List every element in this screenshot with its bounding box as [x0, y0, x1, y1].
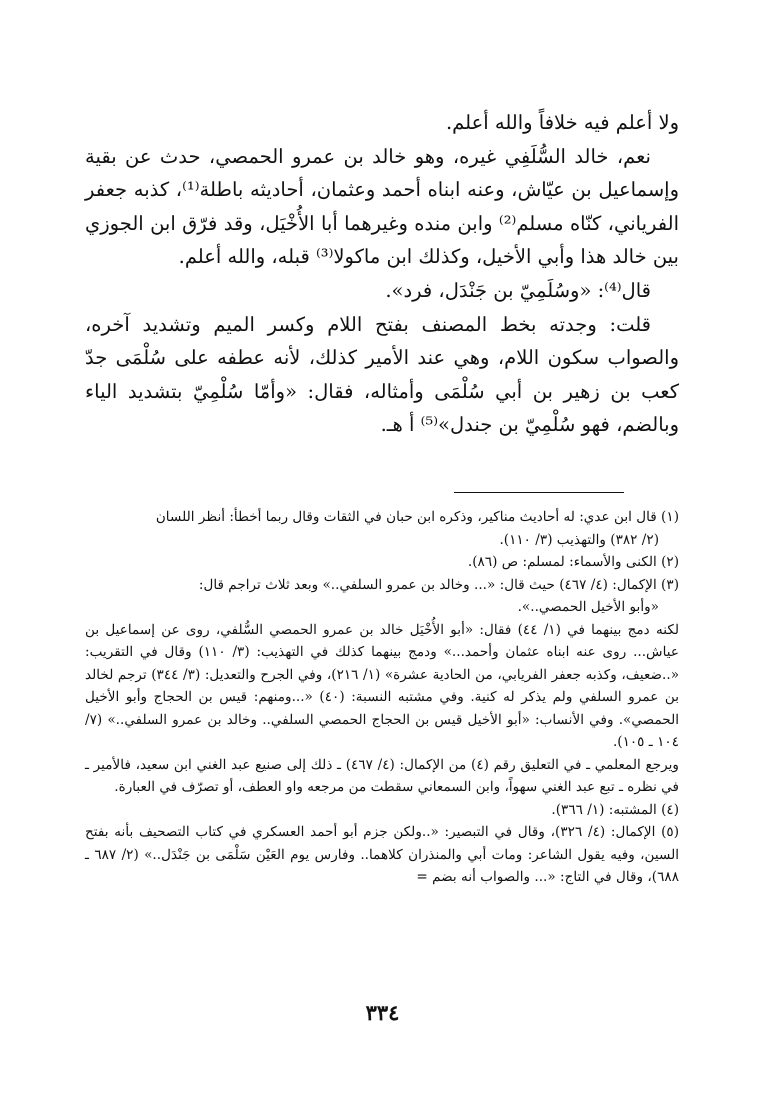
footnote-4: (٤) المشتبه: (١/ ٣٦٦). [551, 801, 679, 818]
paragraph-1: ولا أعلم فيه خلافاً والله أعلم. [445, 111, 679, 134]
footnote-3-quote: «وأبو الأخيل الحمصي..». [517, 599, 659, 615]
paragraph-3: قال⁽⁴⁾: «وسُلَمِيّ بن جَنْدَل، فرد». [385, 278, 651, 302]
footnotes [85, 506, 679, 889]
footnote-3: (٣) الإكمال: (٤/ ٤٦٧) حيث قال: «... وخالد بن عمرو السلفي..» وبعد ثلاث تراجم قال: [198, 576, 679, 593]
paragraph-2: نعم، خالد السُّلَفِي غيره، وهو خالد بن عمرو الحمصي، حدث عن بقية وإسماعيل بن عيّاش، وعنه ابناه أحمد وعثمان، أحاديثه باطلة⁽¹⁾، كذبه جعفر الفرياني، كنّاه مسلم⁽²⁾ وابن منده وغيرهما أبا الأُخْيَل، وقد فرّق ابن الجوزي بين خالد هذا وأبي الأخيل، وكذلك ابن ماكولا⁽³⁾ قبله، والله أعلم. [85, 144, 680, 269]
footnote-1-continued: (٢/ ٣٨٢) والتهذيب (٣/ ١١٠). [499, 531, 659, 548]
page-number: ٣٣٤ [365, 1000, 400, 1025]
footnote-separator [454, 492, 624, 493]
footnote-2: (٢) الكنى والأسماء: لمسلم: ص (٨٦). [467, 554, 679, 570]
footnote-3-body: لكنه دمج بينهما في (١/ ٤٤) فقال: «أبو الأُخْيَل خالد بن عمرو الحمصي السُّلفي، روى عن إسماعيل بن عياش... روى عنه ابناه عثمان وأحمد...» ودمج بينهما كذلك في التهذيب: (٣/ ١١٠) وقال في التقريب: «..ضعيف، وكذبه جعفر الفريابي، من الحادية عشرة» (١/ ٢١٦)، وفي الجرح والتعديل: (٣/ ٣٤٤) ترجم لخالد بن عمرو السلفي ولم يذكر له كنية. وفي مشتبه النسبة: (٤٠) «...ومنهم: قيس بن الحجاج وأبو الأخيل الحمصي». وفي الأنساب: «أبو الأخيل قيس بن الحجاج الحمصي السلفي.. وخالد بن عمرو السلفي..» (٧/ ١٠٤ ـ ١٠٥). [85, 621, 680, 750]
footnote-5: (٥) الإكمال: (٤/ ٣٢٦)، وقال في التبصير: «..ولكن جزم أبو أحمد العسكري في كتاب التصحيف بأنه بفتح السين، وفيه يقول الشاعر: ومات أبي والمنذران كلاهما.. وفارس يوم العَيْن سَلْمَى بن جَنْدَل..» (٢/ ٦٨٧ ـ ٦٨٨)، وقال في التاج: «... والصواب أنه بضم = [85, 824, 679, 885]
footnote-3-note: ويرجع المعلمي ـ في التعليق رقم (٤) من الإكمال: (٤/ ٤٦٧) ـ ذلك إلى صنيع عبد الغني ابن سعيد، فالأمير ـ في نظره ـ تبع عبد الغني سهواً، وابن السمعاني سقطت من مرجعه واو العطف، أو تصرّف في العبارة. [85, 756, 679, 795]
footnote-1: (١) قال ابن عدي: له أحاديث مناكير، وذكره ابن حبان في الثقات وقال ربما أخطأ: أنظر اللسان [155, 509, 679, 525]
paragraph-4: قلت: وجدته بخط المصنف بفتح اللام وكسر الميم وتشديد آخره، والصواب سكون اللام، وهي عند الأمير كذلك، لأنه عطفه على سُلْمَى جدّ كعب بن زهير بن أبي سُلْمَى وأمثاله، فقال: «وأمّا سُلْمِيّ بتشديد الياء وبالضم، فهو سُلْمِيّ بن جندل»⁽⁵⁾ أ هـ. [85, 312, 679, 437]
main-text [85, 106, 679, 442]
